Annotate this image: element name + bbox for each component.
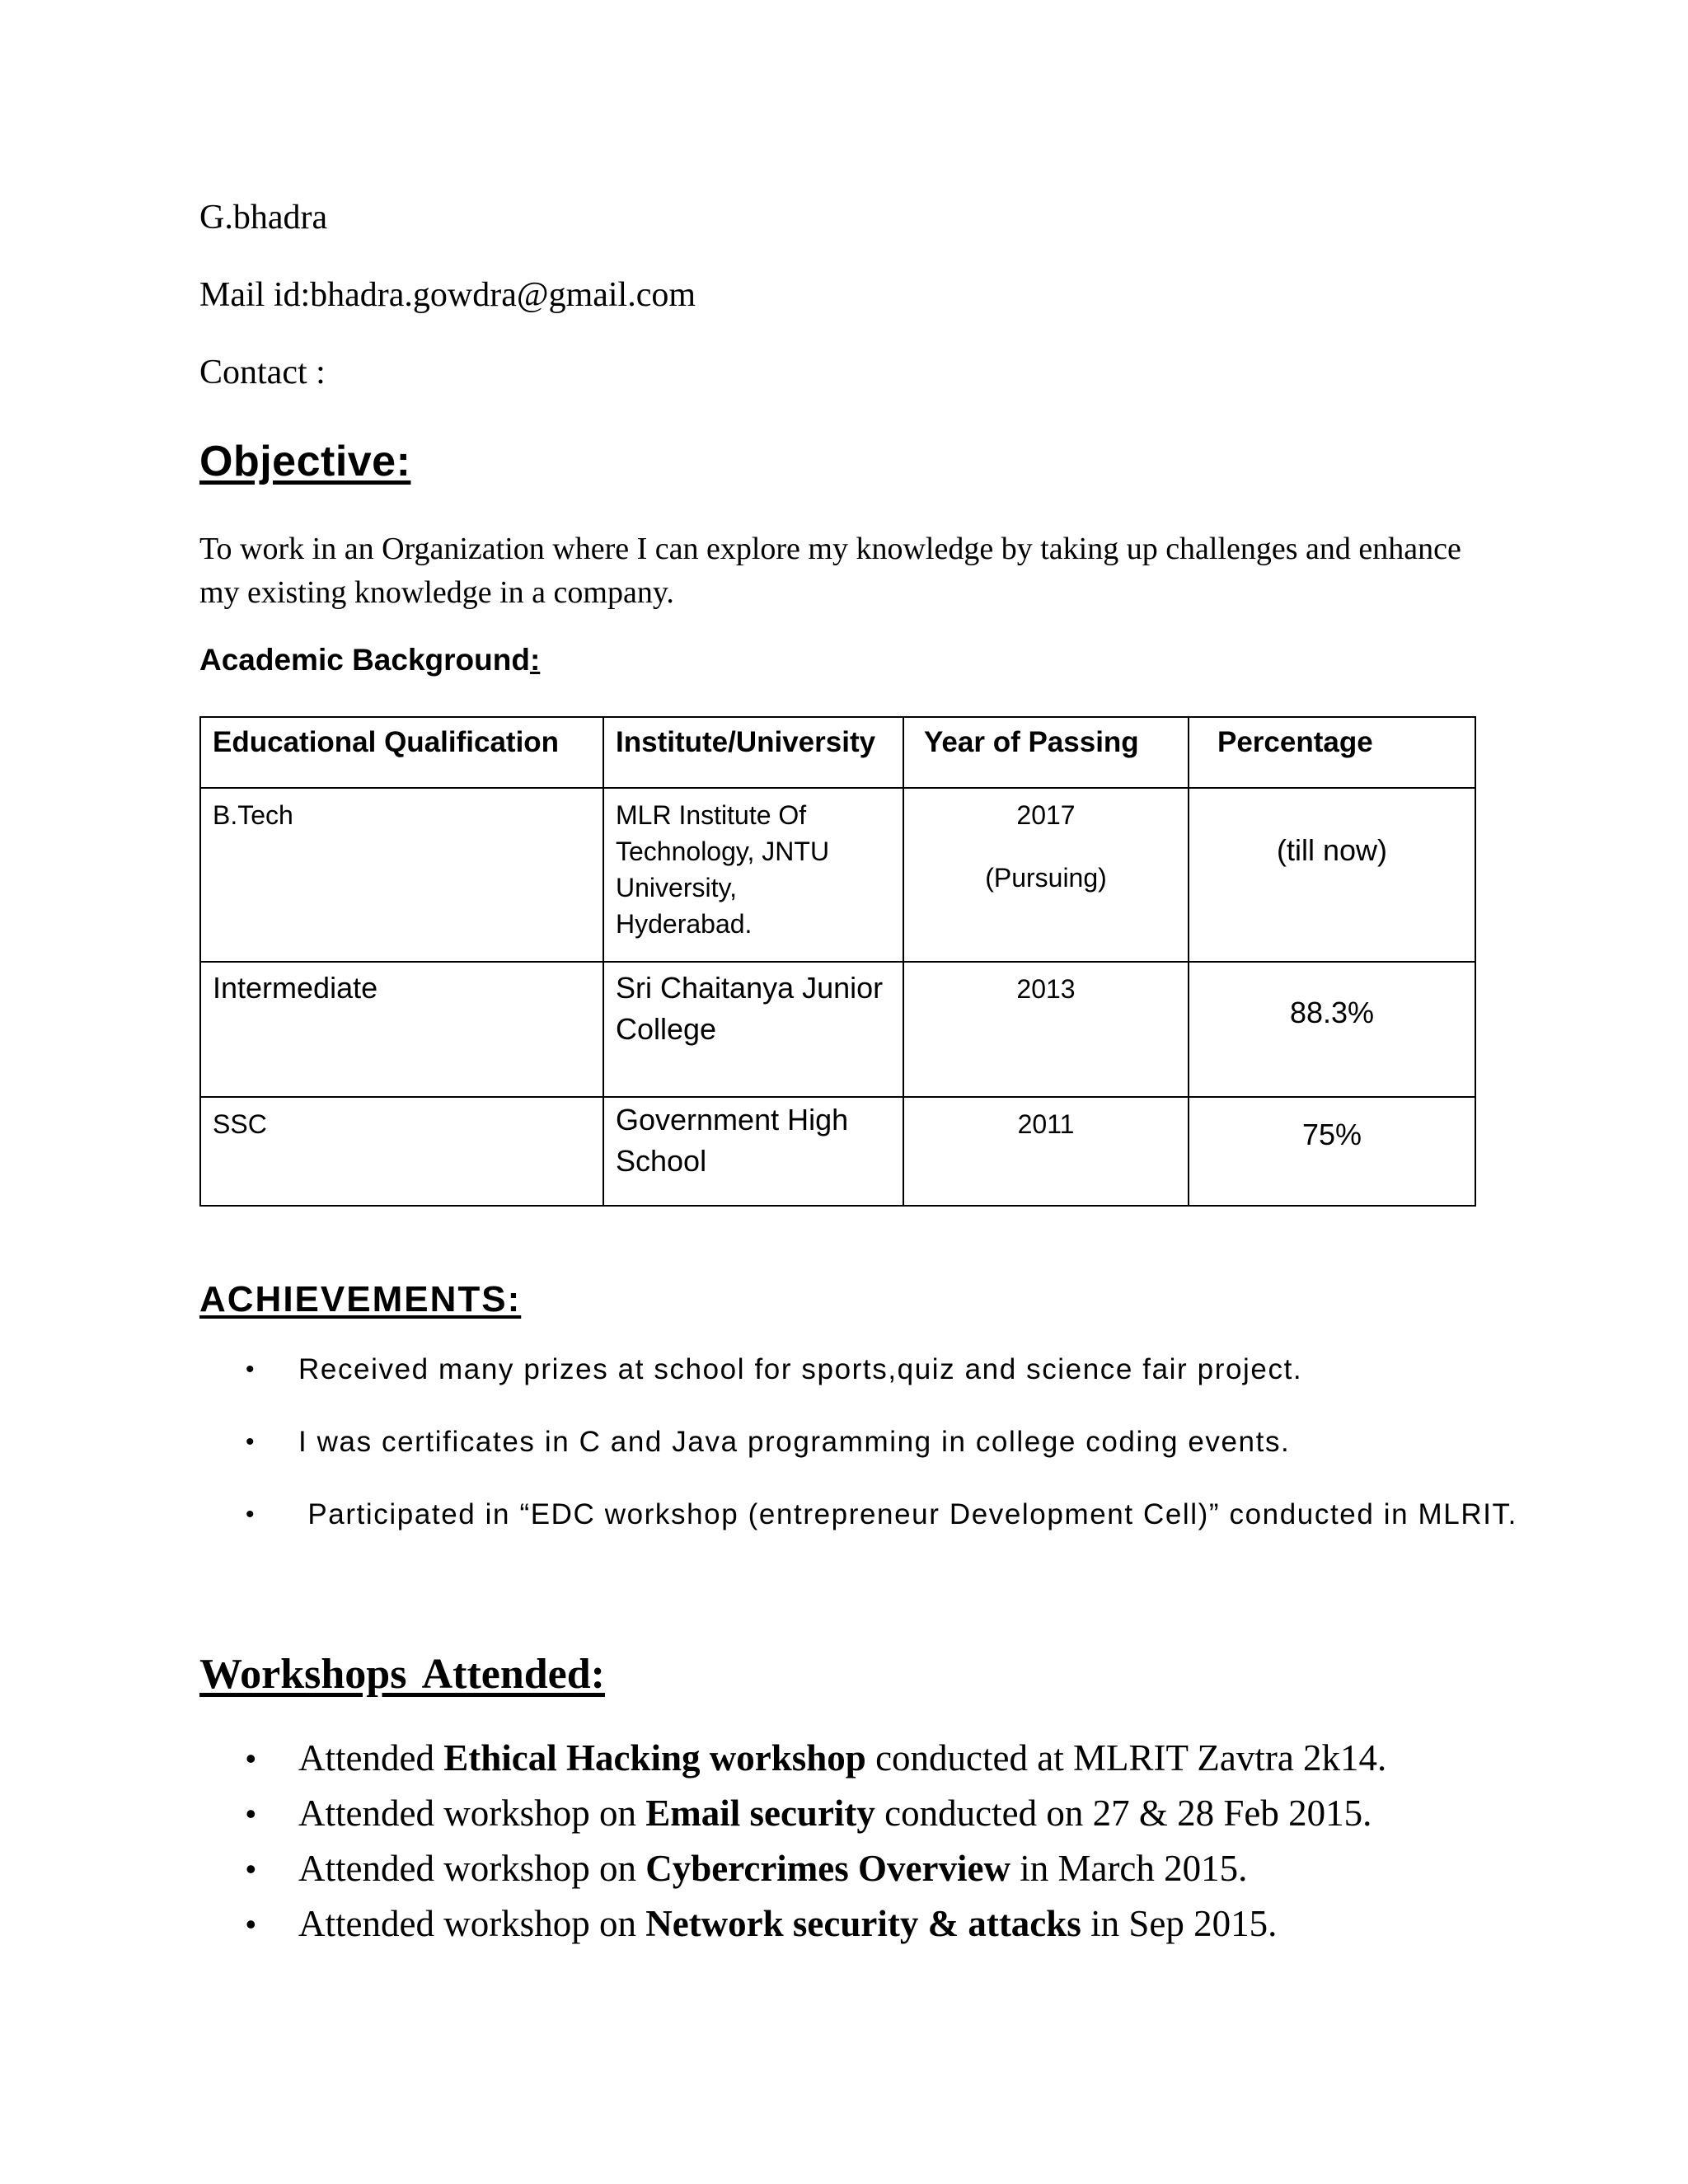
institute-cell: MLR Institute Of Technology, JNTU University, Hyderabad.: [603, 788, 903, 962]
contact-label: Contact :: [199, 354, 326, 391]
bullet-icon: •: [246, 1501, 256, 1528]
objective-text: To work in an Organization where I can explore my knowledge by taking up challenges and enhance my existing knowledge in a company.: [199, 532, 1461, 610]
year-cell: 2013: [903, 962, 1189, 1097]
academic-heading: [199, 643, 540, 677]
education-table: [199, 716, 1476, 1207]
bullet-icon: •: [246, 1428, 256, 1455]
qualification-cell: SSC: [200, 1097, 603, 1206]
year-cell: 2017 (Pursuing): [903, 788, 1189, 962]
objective-heading: Objective:: [199, 438, 411, 485]
bullet-icon: •: [246, 1741, 256, 1775]
table-row: [200, 962, 1475, 1097]
bullet-icon: •: [246, 1907, 256, 1941]
column-header: Year of Passing: [903, 717, 1189, 788]
table-row: [200, 1097, 1475, 1206]
percentage-cell: (till now): [1189, 788, 1475, 962]
list-item: • Attended workshop on Email security conducted on 27 & 28 Feb 2015.: [199, 1786, 1559, 1841]
column-header: Educational Qualification: [200, 717, 603, 788]
percentage-cell: 75%: [1189, 1097, 1475, 1206]
percentage-cell: 88.3%: [1189, 962, 1475, 1097]
qualification-cell: B.Tech: [200, 788, 603, 962]
achievements-list: [199, 1352, 1518, 1569]
achievements-heading: ACHIEVEMENTS:: [199, 1279, 522, 1319]
table-header-row: [200, 717, 1475, 788]
institute-cell: Sri Chaitanya Junior College: [603, 962, 903, 1097]
list-item: • Attended workshop on Network security & attacks in Sep 2015.: [199, 1896, 1559, 1952]
list-item: • Received many prizes at school for sports,quiz and science fair project.: [199, 1352, 1518, 1388]
list-item: • Participated in “EDC workshop (entrepreneur Development Cell)” conducted in MLRIT.: [199, 1497, 1518, 1533]
academic-heading-colon: :: [529, 643, 541, 677]
table-row: [200, 788, 1475, 962]
list-item: • Attended Ethical Hacking workshop conducted at MLRIT Zavtra 2k14.: [199, 1731, 1559, 1786]
bullet-icon: •: [246, 1852, 256, 1886]
workshops-heading: Workshops Attended:: [199, 1651, 605, 1698]
year-cell: 2011: [903, 1097, 1189, 1206]
mail-id: Mail id:bhadra.gowdra@gmail.com: [199, 276, 696, 314]
list-item: • I was certificates in C and Java programming in college coding events.: [199, 1424, 1518, 1460]
column-header: Percentage: [1189, 717, 1475, 788]
institute-cell: Government High School: [603, 1097, 903, 1206]
list-item: • Attended workshop on Cybercrimes Overview in March 2015.: [199, 1841, 1559, 1896]
academic-heading-text: Academic Background: [199, 643, 530, 677]
qualification-cell: Intermediate: [200, 962, 603, 1097]
bullet-icon: •: [246, 1356, 256, 1383]
column-header: Institute/University: [603, 717, 903, 788]
workshops-list: [199, 1731, 1559, 1952]
candidate-name: G.bhadra: [199, 199, 328, 237]
bullet-icon: •: [246, 1797, 256, 1830]
